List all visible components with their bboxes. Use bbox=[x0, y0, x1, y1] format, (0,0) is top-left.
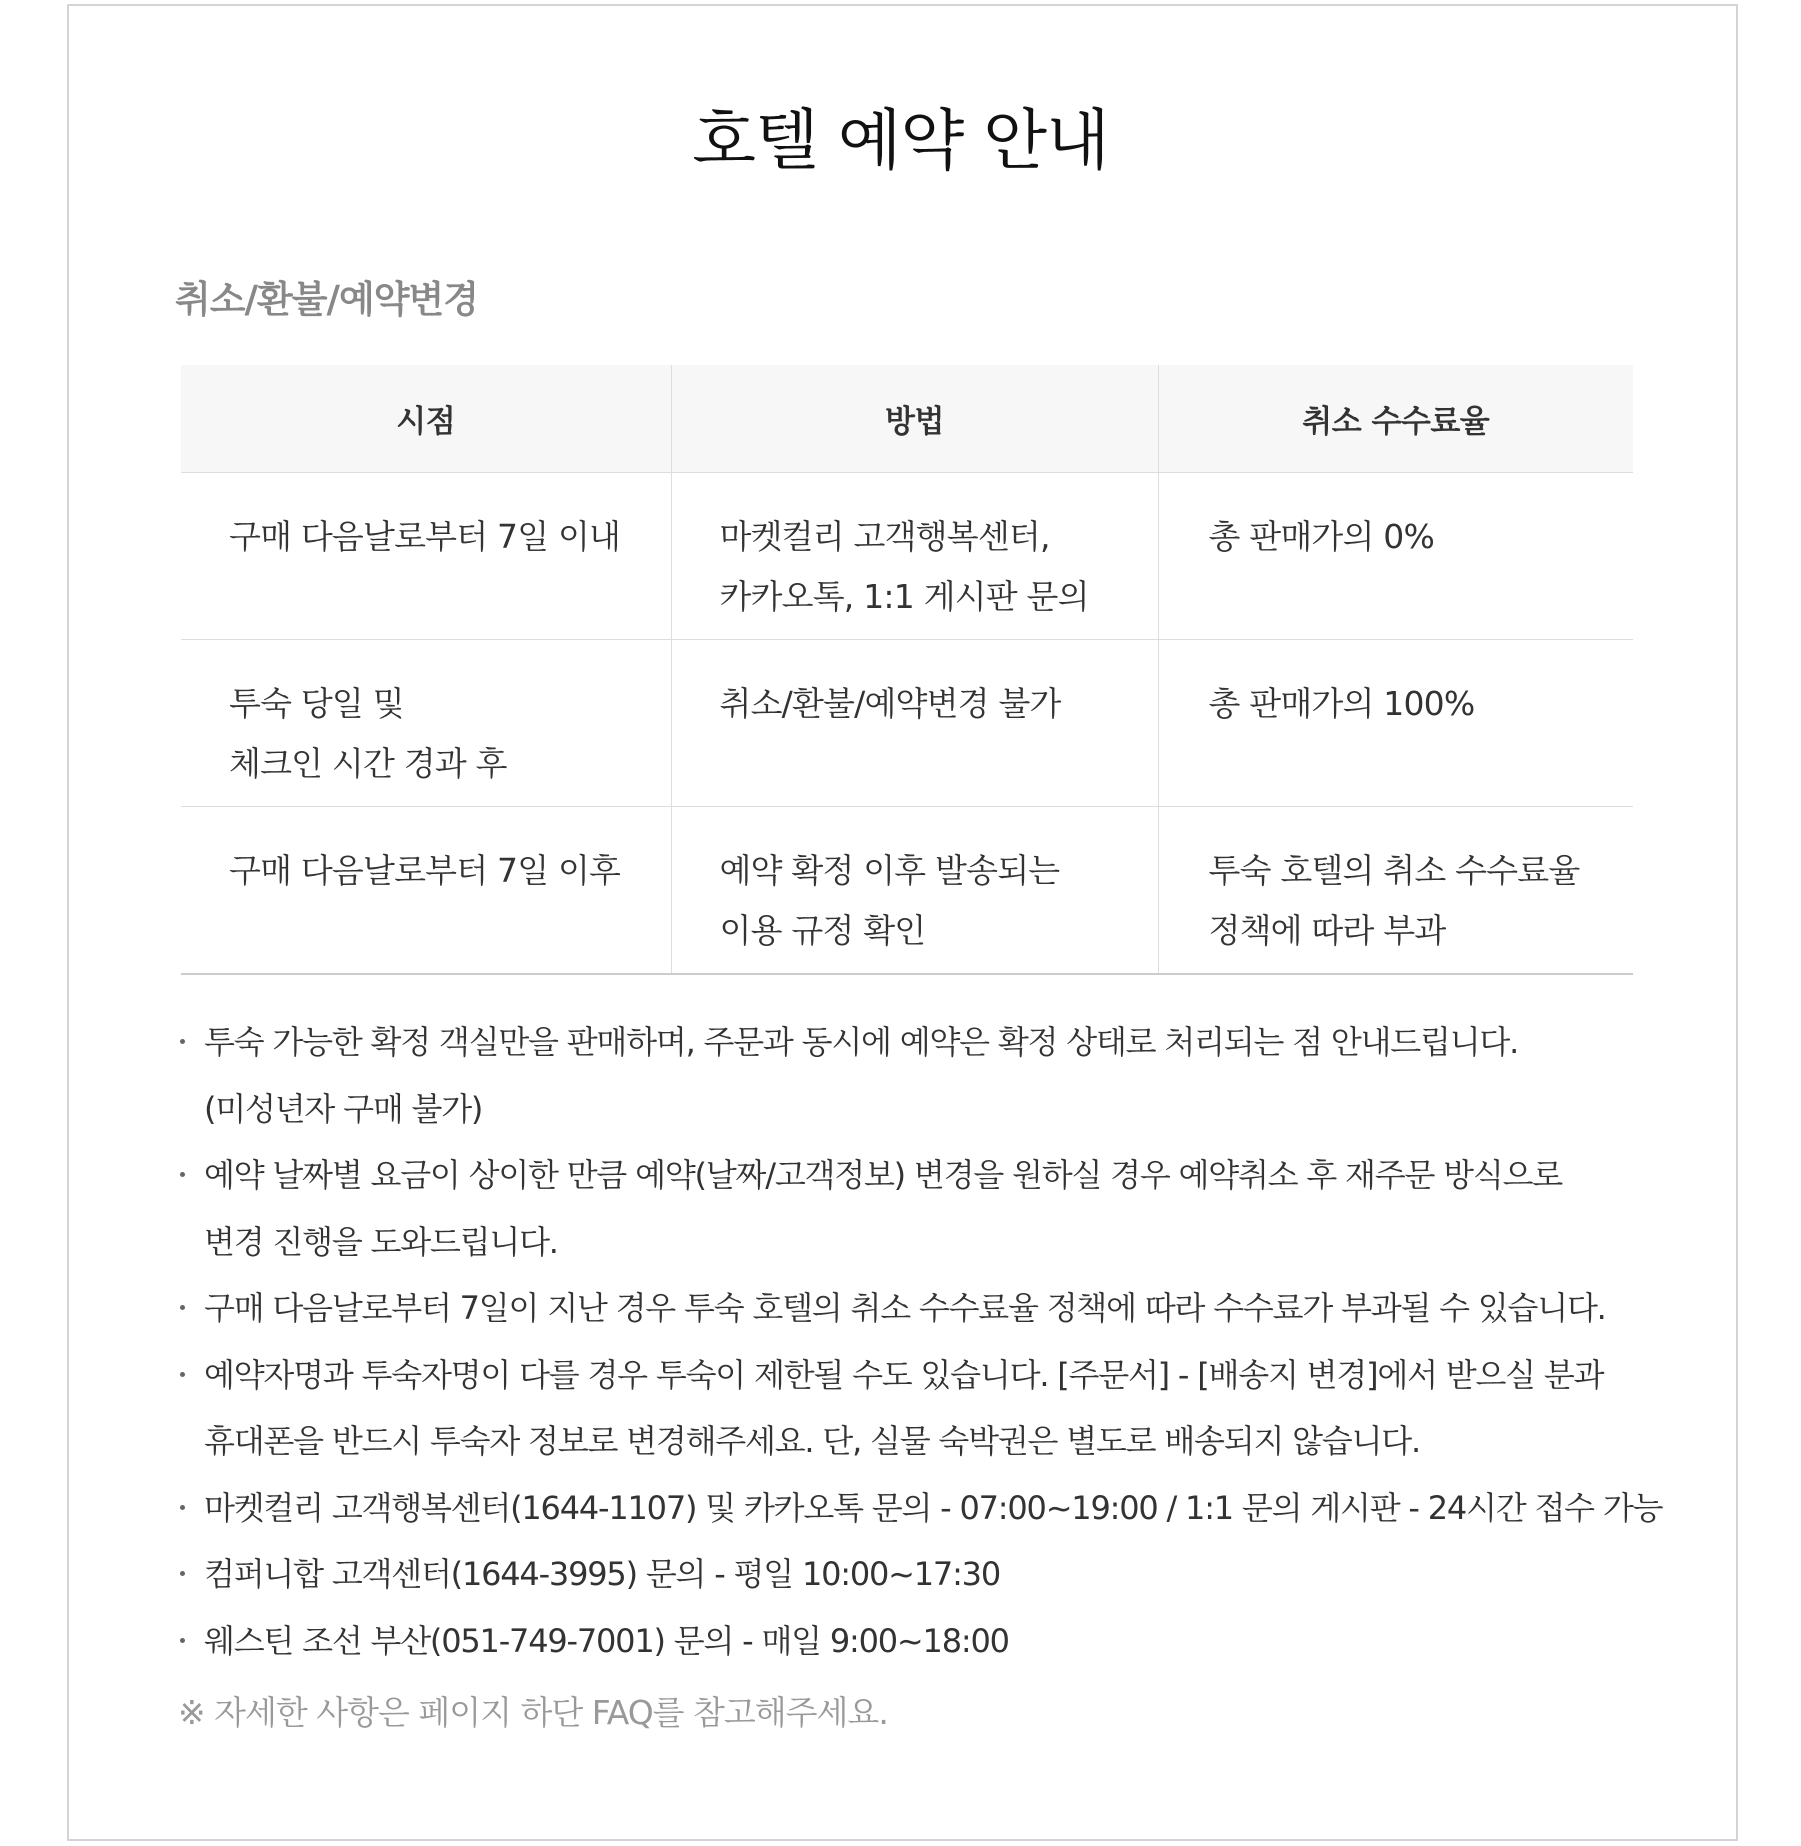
list-item bbox=[178, 1275, 1658, 1342]
list-item bbox=[178, 1541, 1658, 1608]
list-item-text: 구매 다음날로부터 7일이 지난 경우 투숙 호텔의 취소 수수료율 정책에 따라 수수료가 부과될 수 있습니다. bbox=[204, 1289, 1606, 1327]
cell-text: 예약 확정 이후 발송되는 bbox=[719, 851, 1060, 890]
table-cell-method bbox=[671, 807, 1158, 974]
table-cell-method bbox=[671, 473, 1158, 640]
list-item-text: 투숙 가능한 확정 객실만을 판매하며, 주문과 동시에 예약은 확정 상태로 처리되는 점 안내드립니다. bbox=[204, 1023, 1519, 1061]
cell-text: 총 판매가의 0% bbox=[1208, 517, 1435, 556]
bullet-dot-icon bbox=[180, 1505, 185, 1510]
cell-text: 투숙 호텔의 취소 수수료율 bbox=[1208, 851, 1580, 890]
table-cell-timing bbox=[181, 640, 671, 807]
cell-text: 체크인 시간 경과 후 bbox=[229, 744, 507, 783]
faq-footnote: ※ 자세한 사항은 페이지 하단 FAQ를 참고해주세요. bbox=[178, 1693, 888, 1732]
cell-text: 투숙 당일 및 bbox=[229, 684, 404, 723]
cell-text: 마켓컬리 고객행복센터, bbox=[719, 517, 1050, 556]
table-cell-timing bbox=[181, 807, 671, 974]
table-cell-method bbox=[671, 640, 1158, 807]
column-header-timing: 시점 bbox=[181, 365, 671, 473]
list-item bbox=[178, 1608, 1658, 1675]
bullet-dot-icon bbox=[180, 1305, 185, 1310]
cell-text: 총 판매가의 100% bbox=[1208, 684, 1475, 723]
list-item-text: 예약자명과 투숙자명이 다를 경우 투숙이 제한될 수도 있습니다. [주문서] - [배송지 변경]에서 받으실 분과 bbox=[204, 1355, 1604, 1394]
bullet-dot-icon bbox=[180, 1638, 185, 1643]
list-item bbox=[178, 1009, 1658, 1142]
list-item-text: 변경 진행을 도와드립니다. bbox=[204, 1222, 558, 1261]
bullet-dot-icon bbox=[180, 1571, 185, 1576]
column-header-method: 방법 bbox=[671, 365, 1158, 473]
cell-text: 정책에 따라 부과 bbox=[1208, 911, 1446, 950]
list-item-text: (미성년자 구매 불가) bbox=[204, 1089, 483, 1128]
cell-text: 이용 규정 확인 bbox=[719, 911, 926, 950]
list-item-text: 휴대폰을 반드시 투숙자 정보로 변경해주세요. 단, 실물 숙박권은 별도로 배송되지 않습니다. bbox=[204, 1422, 1420, 1460]
table-cell-timing bbox=[181, 473, 671, 640]
list-item-text: 예약 날짜별 요금이 상이한 만큼 예약(날짜/고객정보) 변경을 원하실 경우 예약취소 후 재주문 방식으로 bbox=[204, 1156, 1563, 1194]
table-header-row bbox=[181, 365, 1633, 473]
bullet-dot-icon bbox=[180, 1172, 185, 1177]
column-header-fee-rate: 취소 수수료율 bbox=[1158, 365, 1633, 473]
list-item bbox=[178, 1142, 1658, 1275]
table-row bbox=[181, 640, 1633, 807]
cell-text: 취소/환불/예약변경 불가 bbox=[719, 684, 1061, 723]
cancellation-policy-table bbox=[181, 365, 1633, 975]
cell-text: 구매 다음날로부터 7일 이내 bbox=[229, 517, 621, 556]
list-item-text: 웨스틴 조선 부산(051-749-7001) 문의 - 매일 9:00~18:00 bbox=[204, 1621, 1009, 1660]
cell-text: 구매 다음날로부터 7일 이후 bbox=[229, 851, 621, 890]
table-row bbox=[181, 473, 1633, 640]
list-item-text: 컴퍼니합 고객센터(1644-3995) 문의 - 평일 10:00~17:30 bbox=[204, 1555, 1000, 1593]
cell-text: 카카오톡, 1:1 게시판 문의 bbox=[719, 577, 1089, 616]
table-cell-fee-rate bbox=[1158, 473, 1633, 640]
section-title: 취소/환불/예약변경 bbox=[175, 278, 478, 321]
page-title: 호텔 예약 안내 bbox=[692, 102, 1109, 179]
list-item-text: 마켓컬리 고객행복센터(1644-1107) 및 카카오톡 문의 - 07:00~19:00 / 1:1 문의 게시판 - 24시간 접수 가능 bbox=[204, 1488, 1663, 1527]
bullet-dot-icon bbox=[180, 1039, 185, 1044]
notice-list bbox=[178, 1009, 1663, 1674]
list-item bbox=[178, 1342, 1658, 1475]
table-row bbox=[181, 807, 1633, 974]
table-cell-fee-rate bbox=[1158, 807, 1633, 974]
table-cell-fee-rate bbox=[1158, 640, 1633, 807]
list-item bbox=[178, 1475, 1663, 1542]
bullet-dot-icon bbox=[180, 1372, 185, 1377]
